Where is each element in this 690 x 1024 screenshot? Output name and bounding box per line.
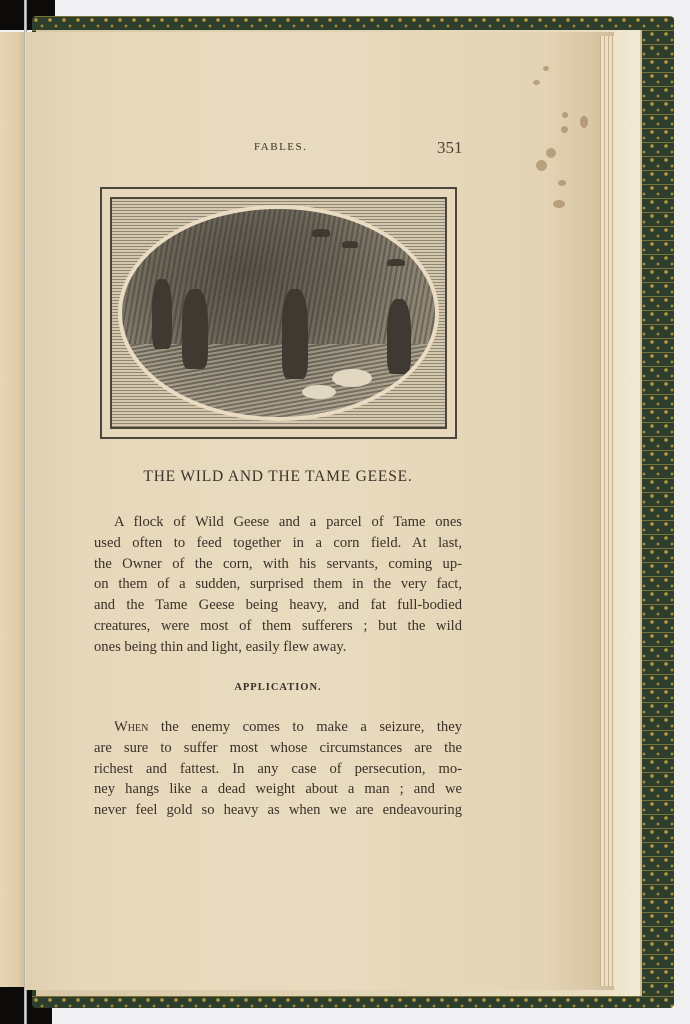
application-line: never feel gold so heavy as when we are endeavouring (94, 802, 462, 819)
book-page (26, 32, 614, 990)
application-heading: APPLICATION. (234, 682, 322, 693)
man-figure (282, 289, 308, 379)
first-line-rest: the enemy comes to make a seizure, they (148, 719, 462, 735)
fable-line: on them of a sudden, surprised them in the very fact, (94, 576, 462, 593)
previous-page-edge (0, 32, 26, 987)
man-figure (387, 299, 411, 374)
fable-line: ones being thin and light, easily flew away. (94, 638, 347, 655)
stain-spot (536, 160, 547, 171)
flying-goose (312, 229, 330, 237)
fable-line: creatures, were most of them sufferers ; but the wild (94, 617, 462, 634)
application-first-line (94, 717, 462, 738)
man-figure (182, 289, 208, 369)
stain-spot (580, 116, 588, 128)
fable-title (0, 468, 556, 486)
stain-spot (543, 66, 549, 71)
application-line: are sure to suffer most whose circumstances are the (94, 739, 462, 756)
stain-spot (562, 112, 568, 118)
goose (302, 385, 336, 399)
application-body (94, 717, 462, 821)
stain-spot (546, 148, 556, 158)
fable-body (94, 512, 462, 658)
stain-spot (558, 180, 566, 186)
flying-goose (342, 241, 358, 248)
application-line: ney hangs like a dead weight about a man ; and we (94, 781, 462, 798)
woodcut-illustration (100, 187, 457, 439)
illustration-oval-scene (118, 205, 439, 421)
man-figure (152, 279, 172, 349)
goose (332, 369, 372, 387)
fable-line: the Owner of the corn, with his servants, coming up- (94, 555, 462, 572)
fable-line: A flock of Wild Geese and a parcel of Tame ones (114, 514, 462, 530)
flying-goose (387, 259, 405, 266)
stain-spot (561, 126, 568, 133)
illustration-hatched-frame (110, 197, 447, 429)
stain-spot (553, 200, 565, 208)
page-number: 351 (437, 138, 463, 157)
page-edges (600, 36, 614, 986)
application-line: richest and fattest. In any case of persecution, mo- (94, 760, 462, 777)
fable-line: used often to feed together in a corn field. At last, (94, 534, 462, 551)
stain-spot (533, 80, 540, 85)
drop-word: When (114, 719, 149, 735)
running-head: FABLES. (254, 141, 308, 153)
fable-line: and the Tame Geese being heavy, and fat full-bodied (94, 597, 462, 614)
fable-title-text: THE WILD AND THE TAME GEESE. (143, 468, 413, 485)
